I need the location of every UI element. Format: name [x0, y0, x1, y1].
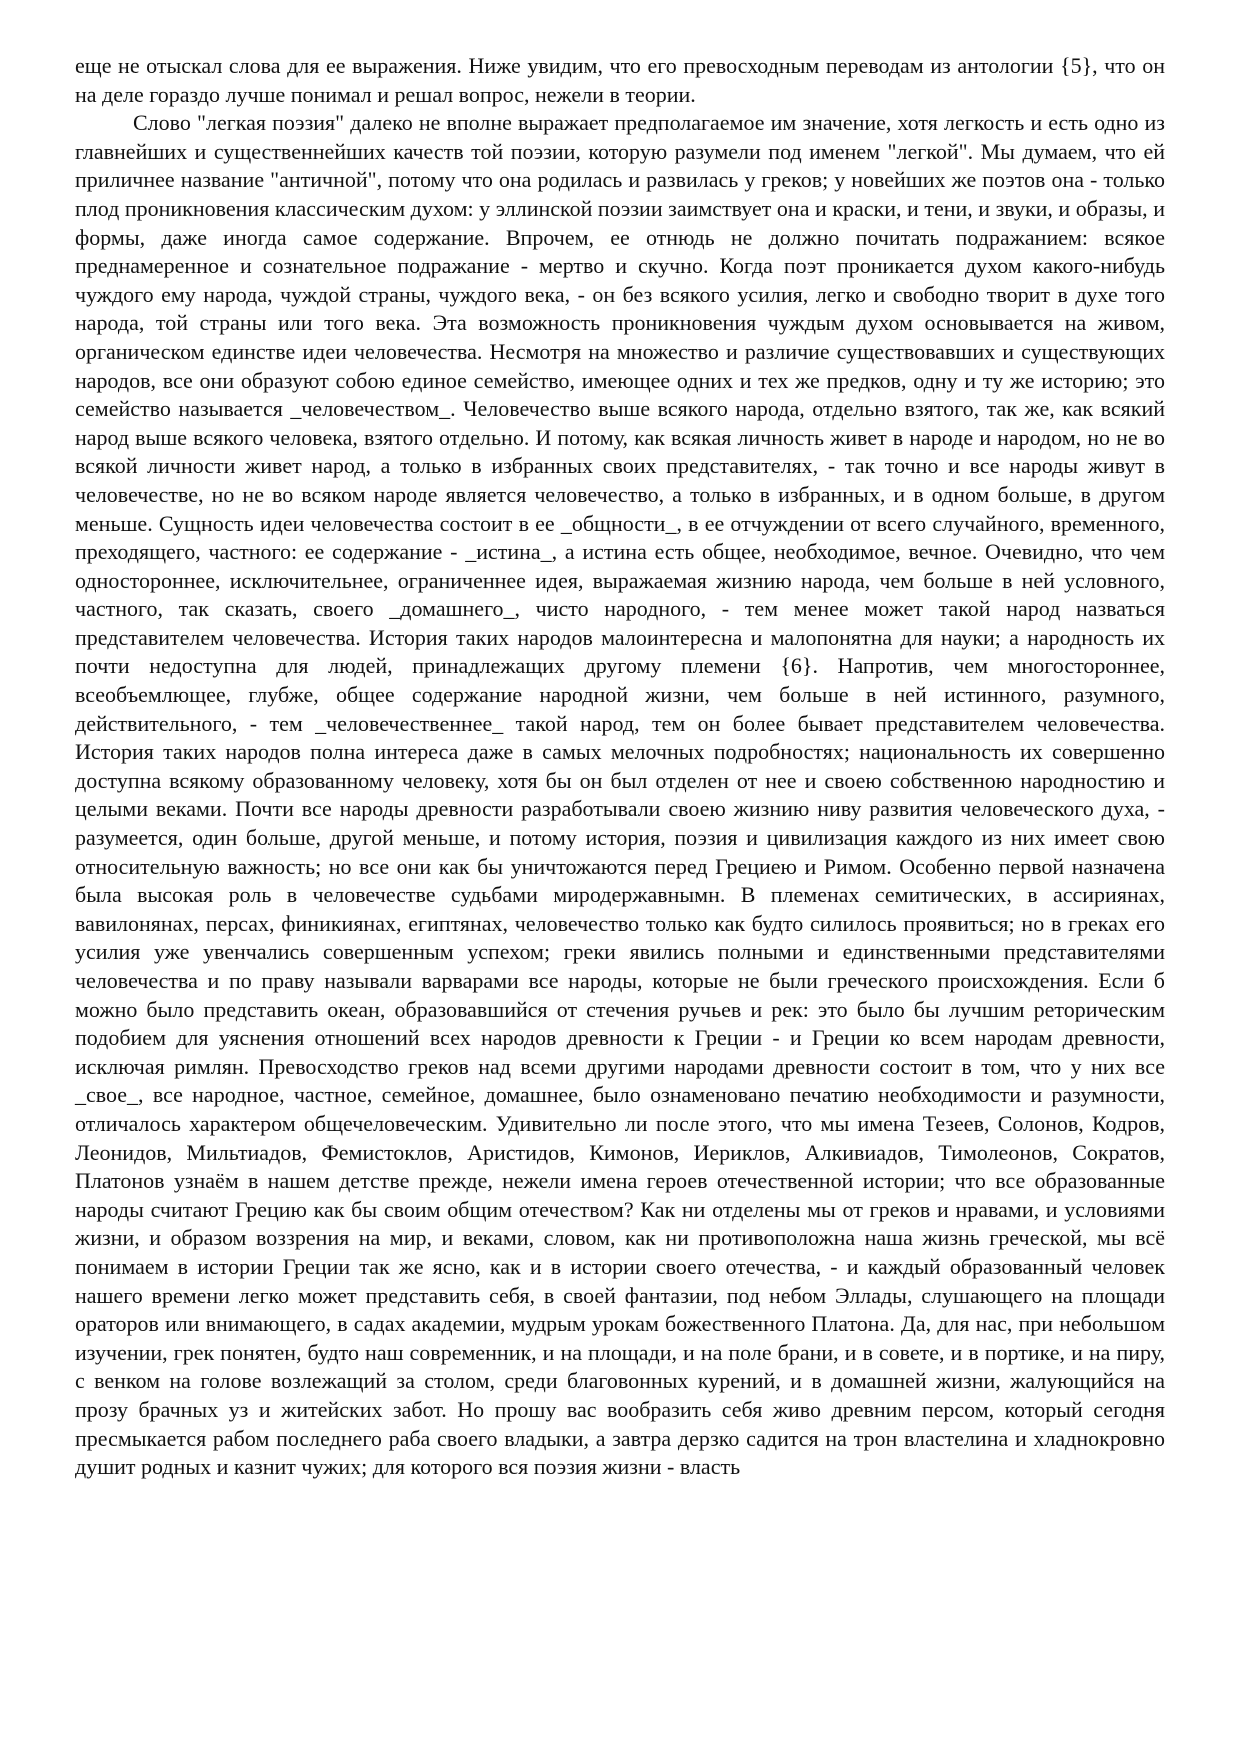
paragraph-continuation: еще не отыскал слова для ее выражения. Ниже увидим, что его превосходным переводам из антологии {5}, что он на деле гораздо лучше понимал и решал вопрос, нежели в теории.: [75, 53, 1165, 107]
document-page: [75, 52, 1165, 1482]
paragraph-main: Слово "легкая поэзия" далеко не вполне выражает предполагаемое им значение, хотя легкость и есть одно из главнейших и существеннейших качеств той поэзии, которую разумели под именем "легкой". Мы думаем, что ей приличнее название "античной", потому что она родилась и развилась у греков; у новейших же поэтов она - только плод проникновения классическим духом: у эллинской поэзии заимствует она и краски, и тени, и звуки, и образы, и формы, даже иногда самое содержание. Впрочем, ее отнюдь не должно почитать подражанием: всякое преднамеренное и сознательное подражание - мертво и скучно. Когда поэт проникается духом какого-нибудь чуждого ему народа, чуждой страны, чуждого века, - он без всякого усилия, легко и свободно творит в духе того народа, той страны или того века. Эта возможность проникновения чуждым духом основывается на живом, органическом единстве идеи человечества. Несмотря на множество и различие существовавших и существующих народов, все они образуют собою единое семейство, имеющее одних и тех же предков, одну и ту же историю; это семейство называется _человечеством_. Человечество выше всякого народа, отдельно взятого, так же, как всякий народ выше всякого человека, взятого отдельно. И потому, как всякая личность живет в народе и народом, но не во всякой личности живет народ, а только в избранных своих представителях, - так точно и все народы живут в человечестве, но не во всяком народе является человечество, а только в избранных, и в одном больше, в другом меньше. Сущность идеи человечества состоит в ее _общности_, в ее отчуждении от всего случайного, временного, преходящего, частного: ее содержание - _истина_, а истина есть общее, необходимое, вечное. Очевидно, что чем одностороннее, исключительнее, ограниченнее идея, выражаемая жизнию народа, чем больше в ней условного, частного, так сказать, своего _домашнего_, чисто народного, - тем менее может такой народ назваться представителем человечества. История таких народов малоинтересна и малопонятна для науки; а народность их почти недоступна для людей, принадлежащих другому племени {6}. Напротив, чем многостороннее, всеобъемлющее, глубже, общее содержание народной жизни, чем больше в ней истинного, разумного, действительного, - тем _человечественнее_ такой народ, тем он более бывает представителем человечества. История таких народов полна интереса даже в самых мелочных подробностях; национальность их совершенно доступна всякому образованному человеку, хотя бы он был отделен от нее и своею собственною народностию и целыми веками. Почти все народы древности разработывали своею жизнию ниву развития человеческого духа, - разумеется, один больше, другой меньше, и потому история, поэзия и цивилизация каждого из них имеет свою относительную важность; но все они как бы уничтожаются перед Грециею и Римом. Особенно первой назначена была высокая роль в человечестве судьбами миродержавнымн. В племенах семитических, в ассириянах, вавилонянах, персах, финикиянах, египтянах, человечество только как будто силилось проявиться; но в греках его усилия уже увенчались совершенным успехом; греки явились полными и единственными представителями человечества и по праву называли варварами все народы, которые не были греческого происхождения. Если б можно было представить океан, образовавшийся от стечения ручьев и рек: это было бы лучшим реторическим подобием для уяснения отношений всех народов древности к Греции - и Греции ко всем народам древности, исключая римлян. Превосходство греков над всеми другими народами древности состоит в том, что у них все _свое_, все народное, частное, семейное, домашнее, было ознаменовано печатию необходимости и разумности, отличалось характером общечеловеческим. Удивительно ли после этого, что мы имена Тезеев, Солонов, Кодров, Леонидов, Мильтиадов, Фемистоклов, Аристидов, Кимонов, Иериклов, Алкивиадов, Тимолеонов, Сократов, Платонов узнаём в нашем детстве прежде, нежели имена героев отечественной истории; что все образованные народы считают Грецию как бы своим общим отечеством? Как ни отделены мы от греков и нравами, и условиями жизни, и образом воззрения на мир, и веками, словом, как ни противоположна наша жизнь греческой, мы всё понимаем в истории Греции так же ясно, как и в истории своего отечества, - и каждый образованный человек нашего времени легко может представить себя, в своей фантазии, под небом Эллады, слушающего на площади ораторов или внимающего, в садах академии, мудрым урокам божественного Платона. Да, для нас, при небольшом изучении, грек понятен, будто наш современник, и на площади, и на поле брани, и в совете, и в портике, и на пиру, с венком на голове возлежащий за столом, среди благовонных курений, и в домашней жизни, жалующийся на прозу брачных уз и житейских забот. Но прошу вас вообразить себя живо древним персом, который сегодня пресмыкается рабом последнего раба своего владыки, а завтра дерзко садится на трон властелина и хладнокровно душит родных и казнит чужих; для которого вся поэзия жизни - власть: [75, 110, 1165, 1480]
